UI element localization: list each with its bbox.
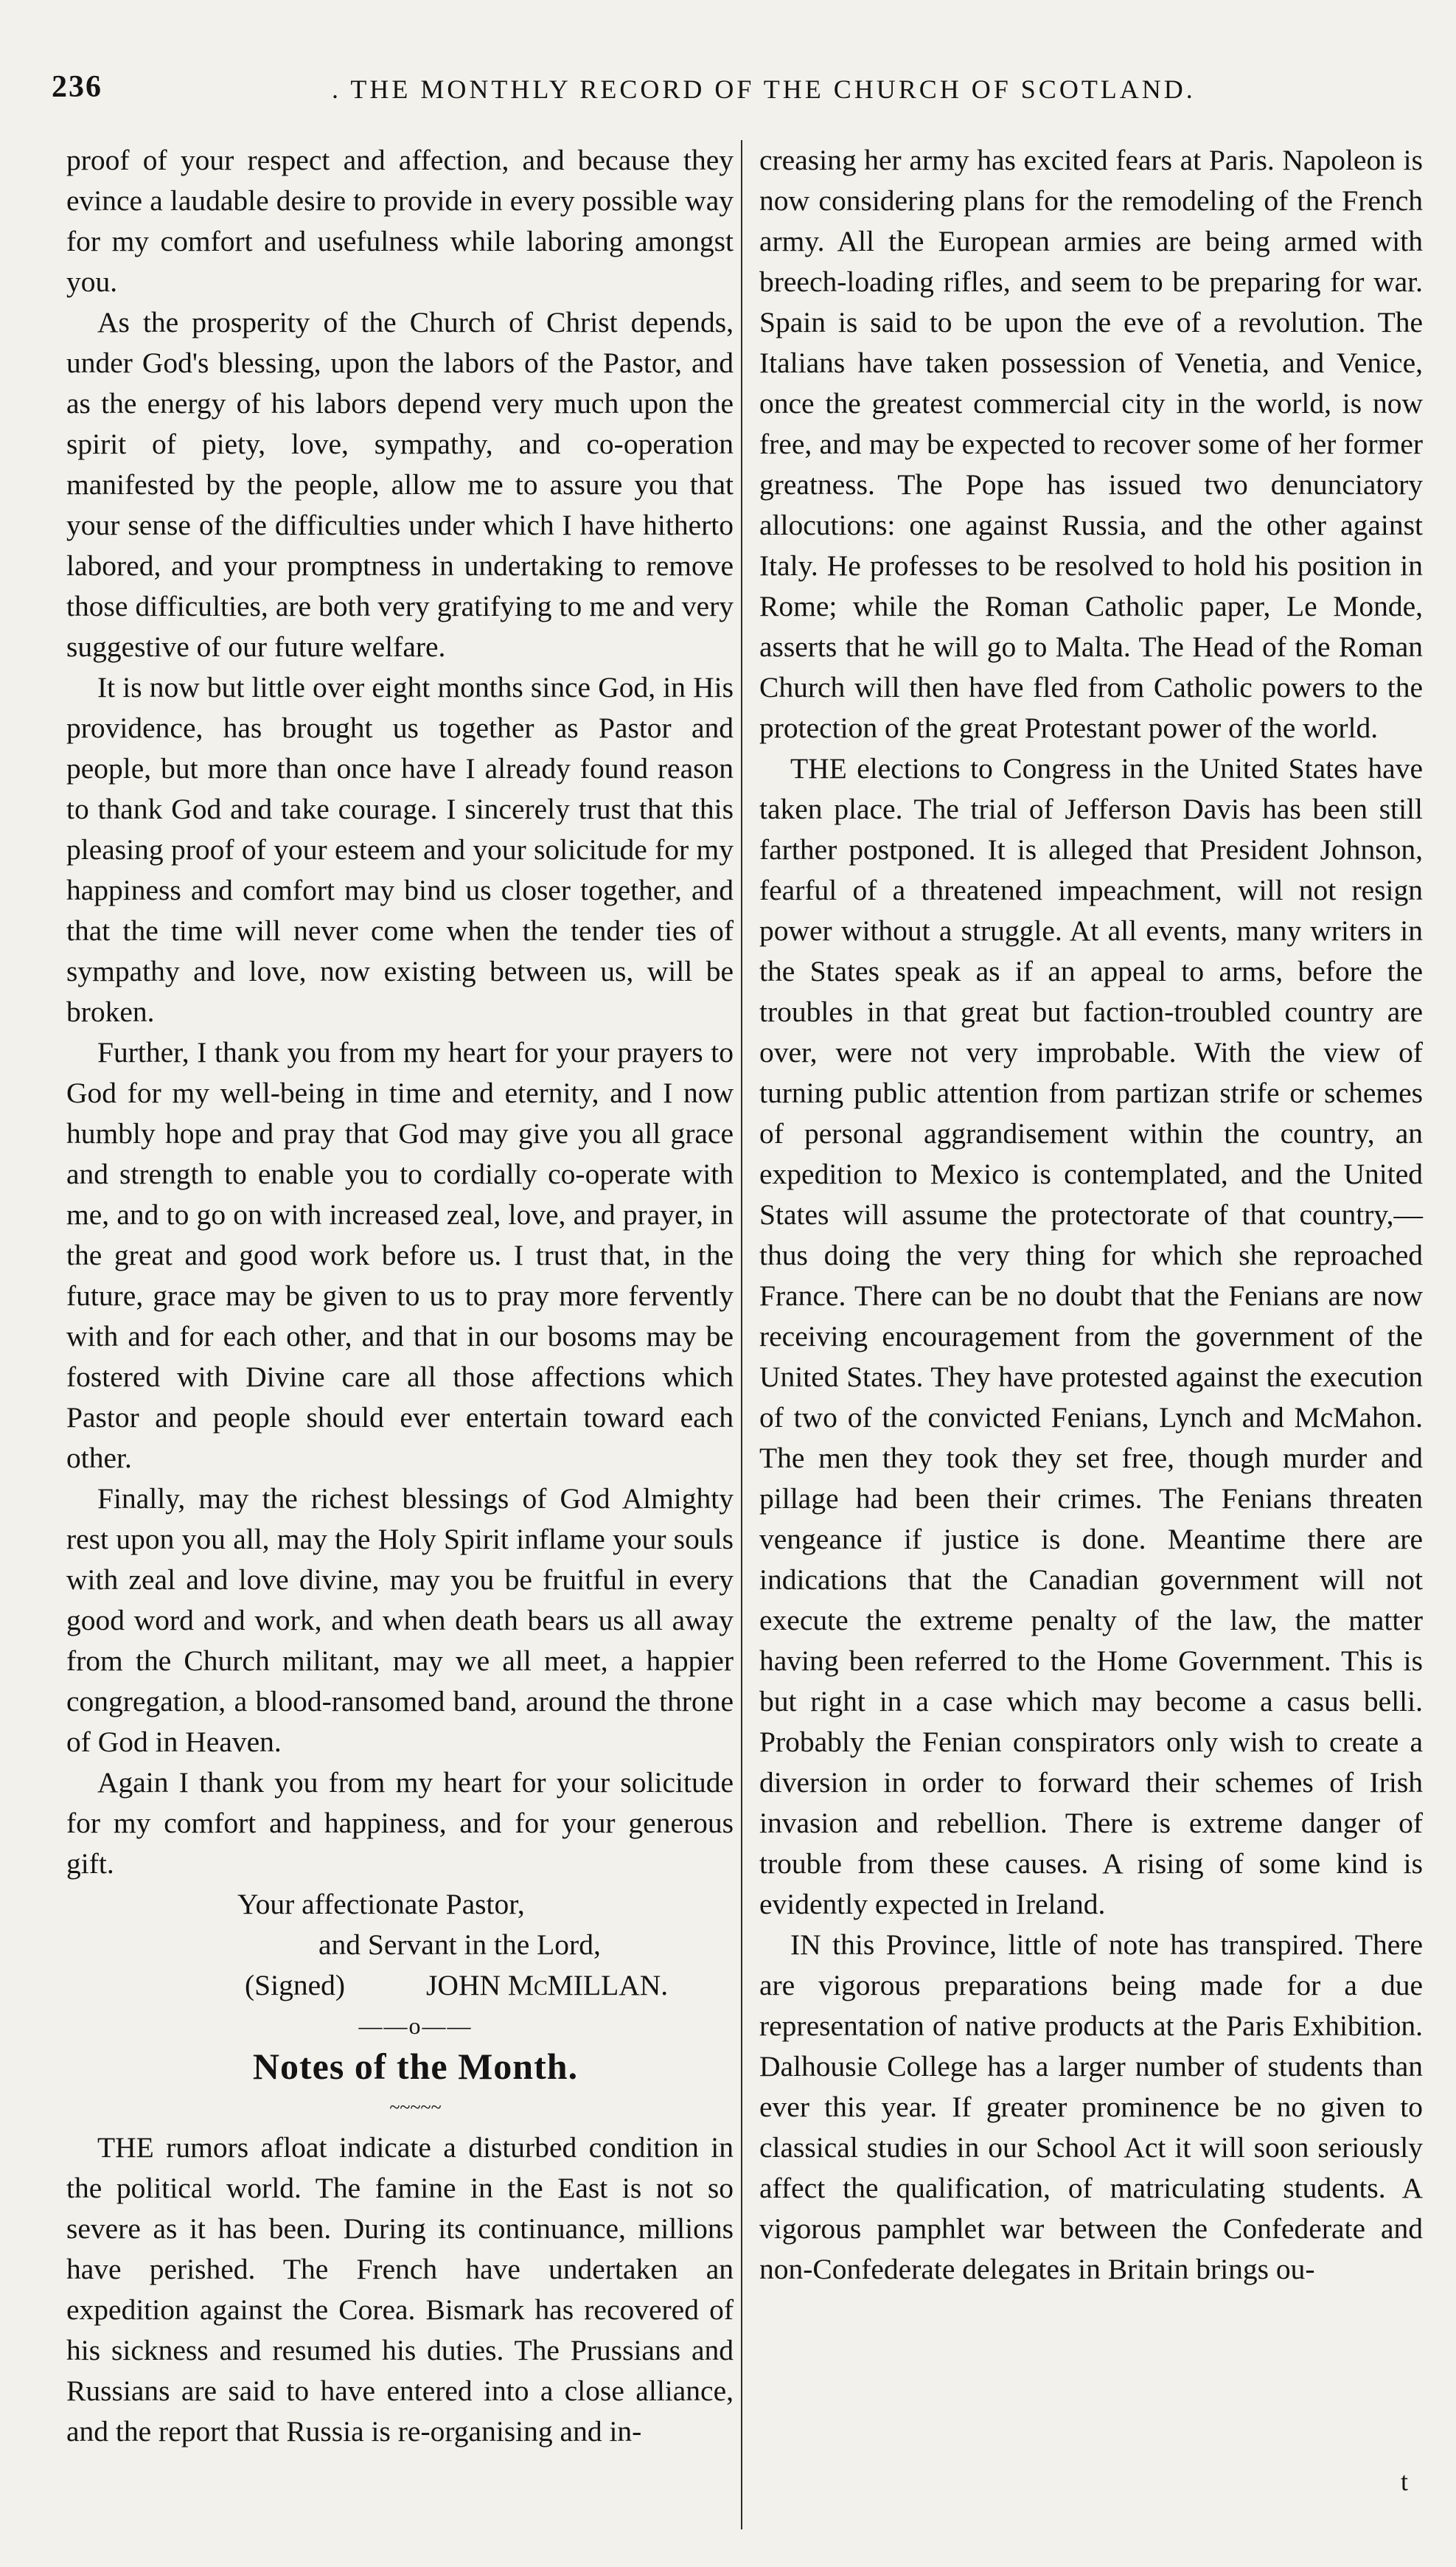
separator: ——o—— bbox=[358, 2012, 473, 2039]
notes-paragraph: creasing her army has excited fears at Paris. Napoleon is now considering plans for the remodeling of the French army. All the European armies are being armed with breech-loading rifles, and seem to be preparing for war. Spain is said to be upon the eve of a revolution. The Italians have taken possession of Venetia, and Venice, once the greatest commercial city in the world, is now free, and may be expected to recover some of her former greatness. The Pope has issued two denunciatory allocutions: one against Russia, and the other against Italy. He professes to be resolved to hold his position in Rome; while the Roman Catholic paper, Le Monde, asserts that he will go to Malta. The Head of the Roman Church will then have fled from Catholic powers to the protection of the great Protestant power of the world. bbox=[759, 144, 1423, 744]
left-column bbox=[66, 140, 734, 2452]
closing-line: Your affectionate Pastor, bbox=[237, 1888, 525, 1920]
signer-name: JOHN McMILLAN. bbox=[426, 1969, 669, 2001]
lead-word: THE bbox=[97, 2131, 154, 2164]
closing-line: and Servant in the Lord, bbox=[318, 1928, 601, 1961]
section-title: Notes of the Month. bbox=[252, 2046, 579, 2087]
paragraph-text: elections to Congress in the United States have taken place. The trial of Jefferson Davis has been still farther postponed. It is alleged that President Johnson, fearful of a threatened impeachment, will not resign power without a struggle. At all events, many writers in the States speak as if an appeal to arms, before the troubles in that great but faction-troubled country are over, were not very improbable. With the view of turning public attention from partizan strife or schemes of personal aggrandisement within the country, an expedition to Mexico is contemplated, and the United States will assume the protectorate of that country,— thus doing the very thing for which she reproached France. There can be no doubt that the Fenians are now receiving encouragement from the government of the United States. They have protested against the execution of two of the convicted Fenians, Lynch and McMahon. The men they took they set free, though murder and pillage had been their crimes. The Fenians threaten vengeance if justice is done. Meantime there are indications that the Canadian government will not execute the extreme penalty of the law, the matter having been referred to the Home Government. This is but right in a case which may become a casus belli. Probably the Fenian conspirators only wish to create a diversion in order to forward their schemes of Irish invasion and rebellion. There is extreme danger of trouble from these causes. A rising of some kind is evidently expected in Ireland. bbox=[759, 752, 1423, 1920]
lead-word: THE bbox=[790, 752, 847, 785]
ornament: ~~~~~ bbox=[389, 2097, 442, 2118]
letter-paragraph: proof of your respect and affection, and because they evince a laudable desire to provide in every possible way for my comfort and usefulness while laboring amongst you. bbox=[66, 144, 734, 298]
signed-label: (Signed) bbox=[245, 1969, 346, 2001]
letter-paragraph: As the prosperity of the Church of Christ depends, under God's blessing, upon the labors of the Pastor, and as the energy of his labors depend very much upon the spirit of piety, love, sympathy, and co-operation manifested by the people, allow me to assure you that your sense of the difficulties under which I have hitherto labored, and your promptness in undertaking to remove those difficulties, are both very gratifying to me and very suggestive of our future welfare. bbox=[66, 306, 734, 663]
page-header bbox=[52, 69, 1401, 114]
letter-paragraph: Further, I thank you from my heart for your prayers to God for my well-being in time and eternity, and I now humbly hope and pray that God may give you all grace and strength to enable you to cordially co-operate with me, and to go on with increased zeal, love, and prayer, in the great and good work before us. I trust that, in the future, grace may be given to us to pray more fervently with and for each other, and that in our bosoms may be fostered with Divine care all those affections which Pastor and people should ever entertain toward each other. bbox=[66, 1036, 734, 1474]
journal-title: . THE MONTHLY RECORD OF THE CHURCH OF SCOTLAND. bbox=[332, 74, 1196, 104]
column-divider bbox=[741, 140, 742, 2529]
right-column bbox=[759, 140, 1423, 2290]
letter-paragraph: Again I thank you from my heart for your solicitude for my comfort and happiness, and for your generous gift. bbox=[66, 1766, 734, 1880]
notes-paragraph bbox=[759, 1925, 1423, 2290]
page-number: 236 bbox=[52, 70, 102, 104]
letter-paragraph: Finally, may the richest blessings of God Almighty rest upon you all, may the Holy Spirit inflame your souls with zeal and love divine, may you be fruitful in every good word and work, and when death bears us all away from the Church militant, may we all meet, a happier congregation, a blood-ransomed band, around the throne of God in Heaven. bbox=[66, 1482, 734, 1758]
notes-paragraph bbox=[759, 748, 1423, 1925]
signature-line bbox=[66, 1965, 734, 2006]
notes-paragraph bbox=[66, 2127, 734, 2452]
corner-mark: t bbox=[1401, 2467, 1409, 2496]
letter-paragraph: It is now but little over eight months since God, in His providence, has brought us together as Pastor and people, but more than once have I already found reason to thank God and take courage. I sincerely trust that this pleasing proof of your esteem and your solicitude for my happiness and comfort may bind us closer together, and that the time will never come when the tender ties of sympathy and love, now existing between us, will be broken. bbox=[66, 671, 734, 1028]
paragraph-text: rumors afloat indicate a disturbed condition in the political world. The famine in the East is not so severe as it has been. During its continuance, millions have perished. The French have undertaken an expedition against the Corea. Bismark has recovered of his sickness and resumed his duties. The Prussians and Russians are said to have entered into a close alliance, and the report that Russia is re-organising and in- bbox=[66, 2131, 734, 2448]
paragraph-text: this Province, little of note has transpired. There are vigorous preparations being made for a due representation of native products at the Paris Exhibition. Dalhousie College has a larger number of students than ever this year. If greater prominence be no given to classical studies in our School Act it will soon seriously affect the qualification, of matriculating students. A vigorous pamphlet war between the Confederate and non-Confederate delegates in Britain brings ou- bbox=[759, 1928, 1423, 2285]
lead-word: IN bbox=[790, 1928, 821, 1961]
